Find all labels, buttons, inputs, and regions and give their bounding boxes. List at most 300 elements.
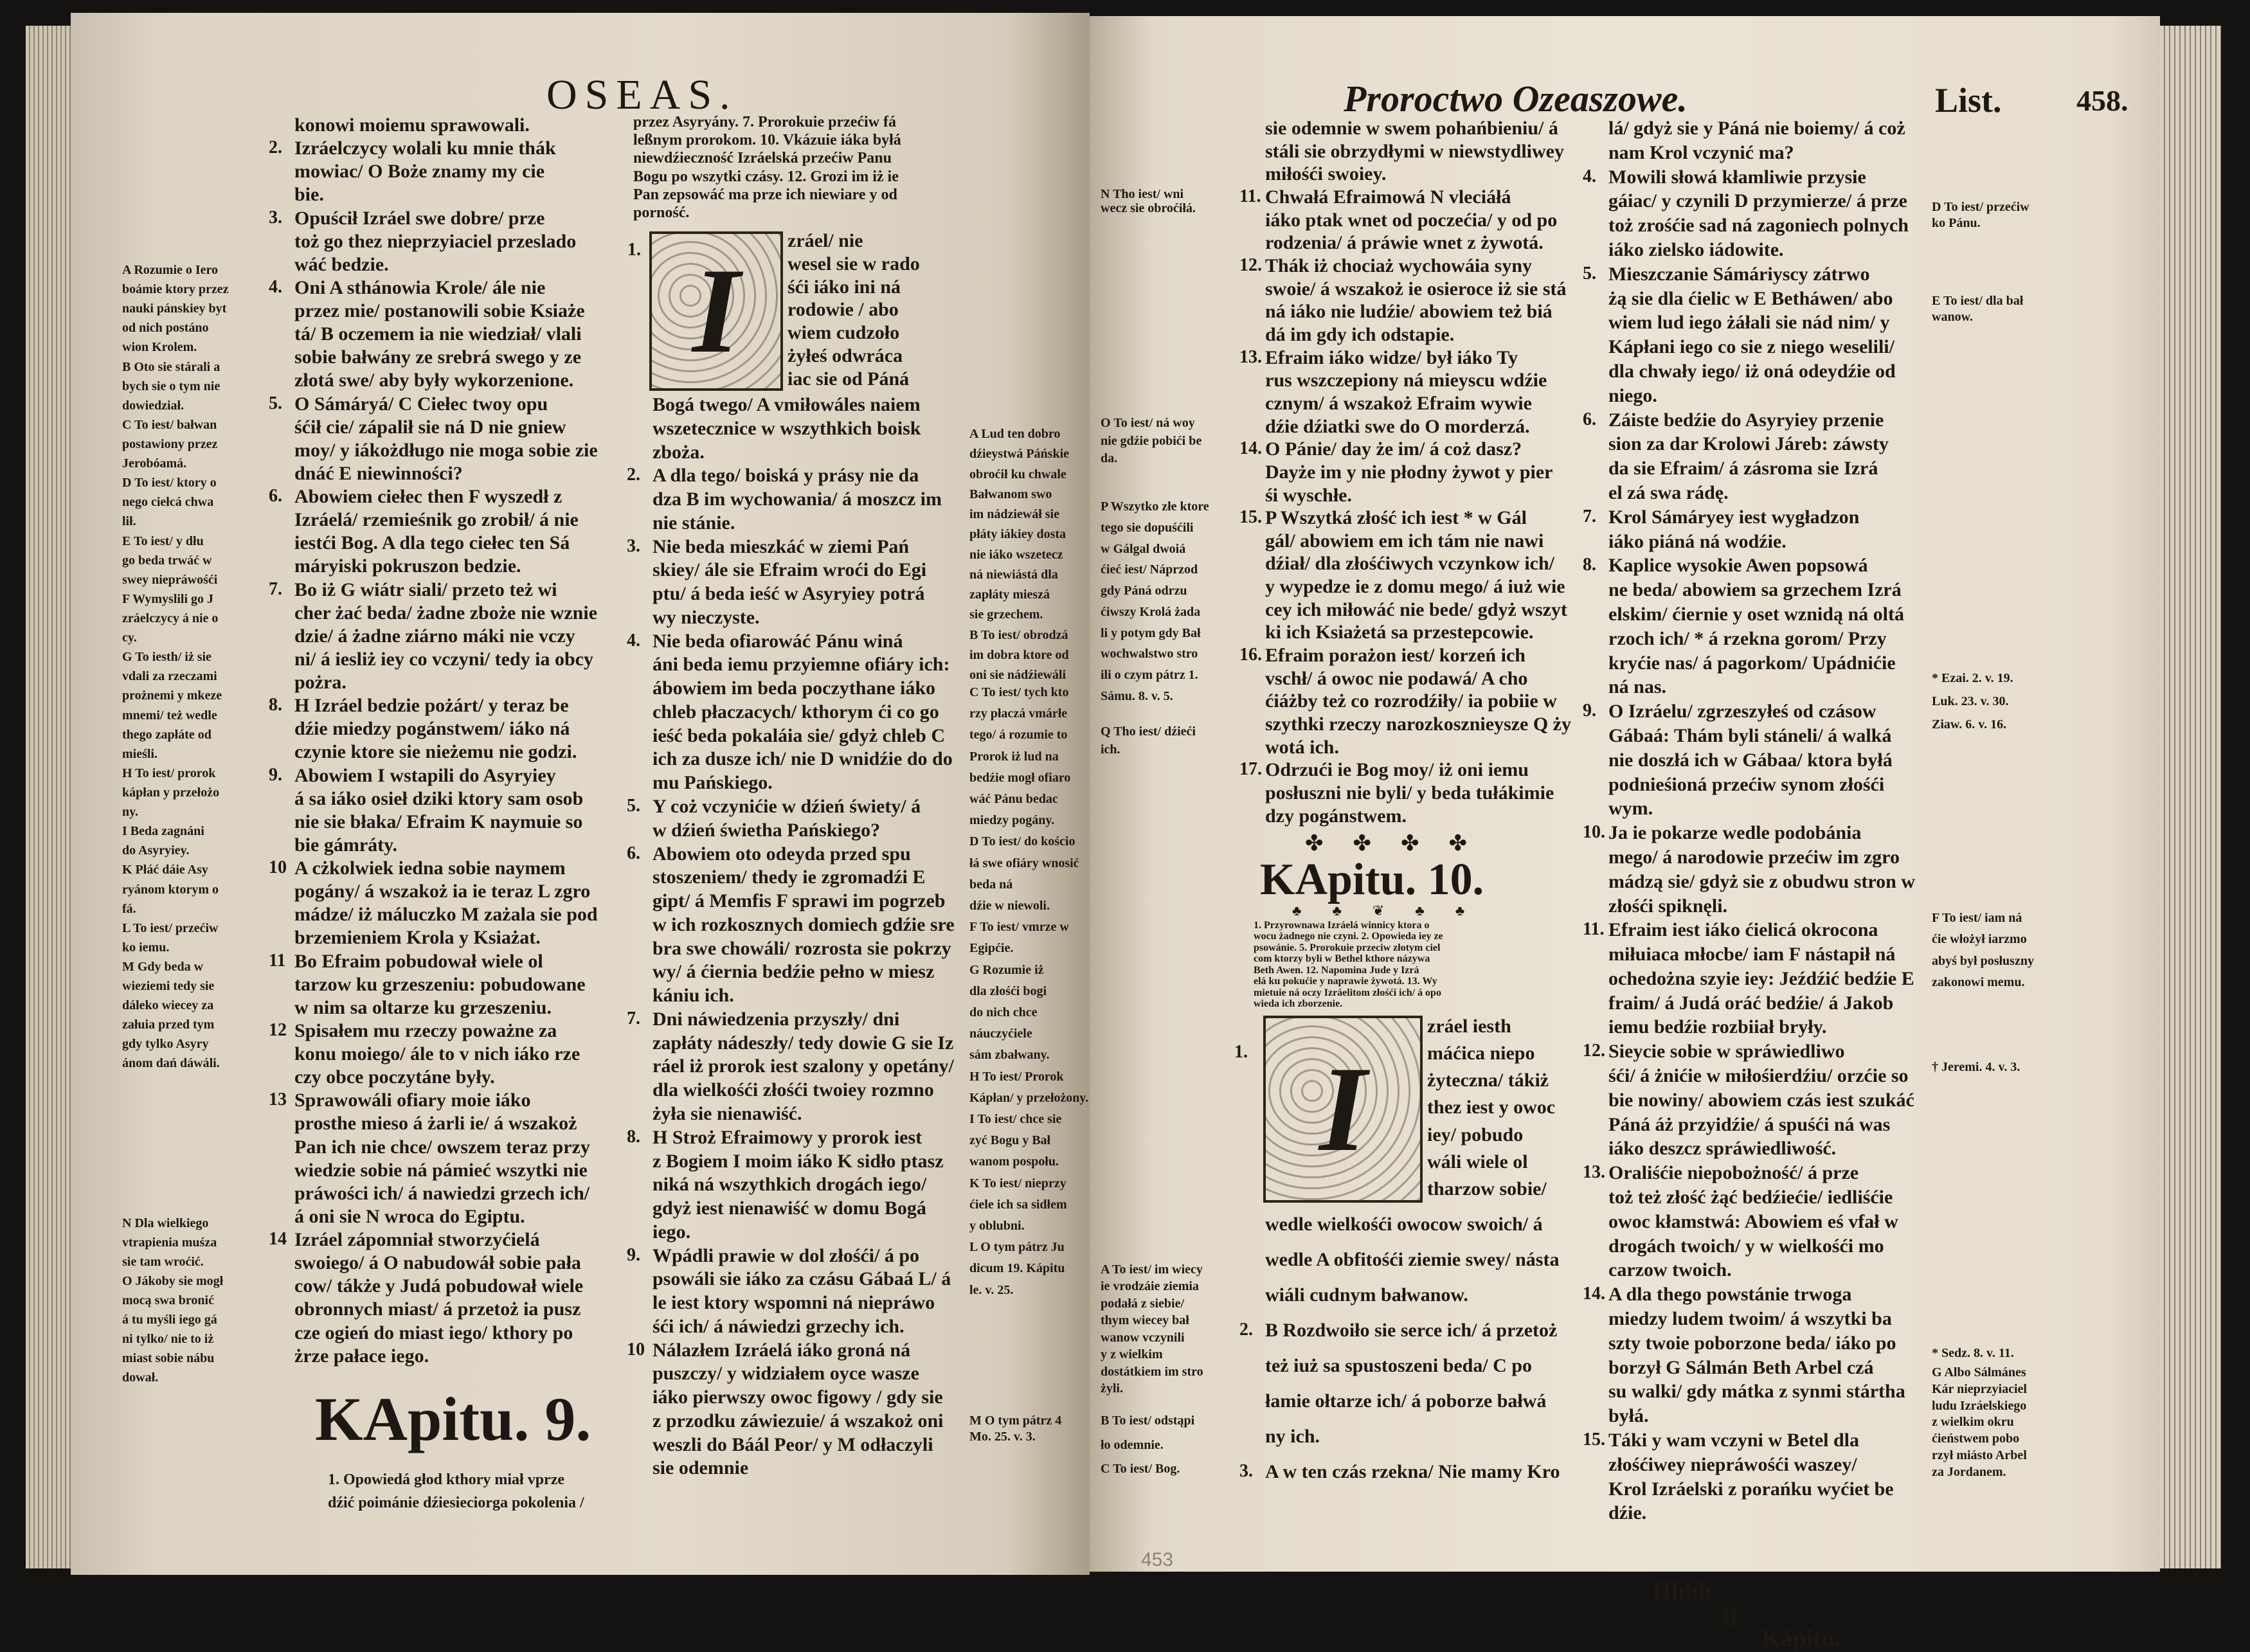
verse-number: 2. (627, 465, 640, 485)
text-line: tego/ á rozumie to (969, 728, 1068, 742)
verse-number: 9. (1583, 701, 1596, 721)
text-line: N Tho iest/ wni (1101, 187, 1184, 201)
text-line (627, 465, 964, 487)
text-line: com ktorzy byli w Bethel kthore názywa (1254, 953, 1430, 965)
verse-number: 13. (1583, 1162, 1605, 1183)
text-line: cy. (122, 631, 137, 645)
text-line: ćiele ich sa sidłem (969, 1197, 1067, 1212)
line-text: Sprawowáli ofiary moie iáko (294, 1090, 531, 1111)
text-line: Dayże im y nie płodny żywot y pier (1265, 461, 1553, 483)
text-line: bra swe chowáli/ rozrosta sie pokrzy (652, 937, 951, 959)
text-line: Luk. 23. v. 30. (1932, 694, 2009, 708)
text-line: bie nowiny/ abowiem czás iest szukáć (1608, 1089, 1914, 1111)
line-text: Odrzući ie Bog moy/ iż oni iemu (1265, 759, 1529, 781)
text-line: ptu/ á beda ieść w Asyryiey potrá (652, 583, 925, 605)
text-line: wieda ich zborzenie. (1254, 998, 1343, 1009)
text-line (269, 764, 616, 786)
text-line: mietuie ná oczy Izráelitom złośći ich/ á opo (1254, 987, 1441, 998)
text-line: A Lud ten dobro (969, 427, 1061, 441)
text-line: wocu żadnego nie czyni. 2. Opowieda iey ze (1254, 931, 1443, 942)
text-line (269, 579, 616, 600)
text-line: ćiáżby też co rozrodźiły/ ia pobiie w (1265, 690, 1557, 712)
text-line: iáko piáná ná wodźie. (1608, 530, 1787, 552)
text-line: ich. (1101, 742, 1120, 757)
line-text: Bo iż G wiátr siali/ przeto też wi (294, 579, 557, 600)
margin-notes-left-2 (122, 1217, 260, 1384)
text-line: posłuszni nie byli/ y beda tułákimie (1265, 782, 1554, 804)
text-line: go beda trwáć w (122, 553, 212, 568)
verse-number: 1. (1234, 1042, 1248, 1062)
margin-note-q (1101, 725, 1226, 756)
line-text: Abowiem ciełec then F wyszedł z (294, 486, 562, 507)
text-line: swey niepráwośći (122, 572, 218, 587)
text-line: śći ich/ á náwiedzi grzechy ich. (652, 1315, 905, 1337)
margin-note-e (1932, 294, 2125, 323)
text-line: ny. (122, 805, 139, 820)
text-line: dostátkiem im stro (1101, 1364, 1203, 1379)
text-line: szythki rzeczy narozkosznieysze Q ży (1265, 714, 1572, 735)
text-line: oni sie nádźiewáli (969, 668, 1066, 682)
text-line: Kápłan/ y przełożony. (969, 1090, 1089, 1105)
text-line: nam Krol vczynić ma? (1608, 141, 1794, 163)
text-line: chleb płaczacych/ kthorym ći co go (652, 701, 939, 723)
text-line: sobie bałwány ze srebrá swego y ze (294, 346, 582, 368)
verse-number: 11. (1583, 919, 1605, 940)
text-line: wiem cudzoło (788, 322, 900, 344)
text-line: wedle wielkośći owocow swoich/ á (1265, 1214, 1543, 1235)
text-line: zakonowi memu. (1932, 974, 2025, 989)
margin-note-g (1932, 1366, 2125, 1478)
text-line: 1. Opowiedá głod kthory miał vprze (328, 1471, 565, 1488)
text-line: mego/ á narodowie przećiw im zgro (1608, 846, 1900, 868)
text-line: prosthe mieso á żarli ie/ á wszakoż (294, 1113, 577, 1135)
text-line (1583, 1041, 1923, 1063)
verse-number: 3. (627, 535, 640, 556)
line-text: H Izráel bedzie pożárt/ y teraz be (294, 695, 569, 717)
left-column-a (269, 114, 616, 1367)
text-line: nauki pánskiey byt (122, 301, 227, 316)
verse-number: 6. (269, 486, 282, 506)
text-line: ich za dusze ich/ nie D wnidźie do do (652, 748, 953, 770)
line-text: A dla thego powstánie trwoga (1608, 1284, 1852, 1306)
text-line: ieść beda pokaláia sie/ gdyż chleb C (652, 724, 946, 746)
text-line: dla złośći bogi (969, 983, 1047, 998)
text-line: obronnych miast/ á przetoż ia pusz (294, 1298, 581, 1320)
text-line: ćieć iest/ Náprzod (1101, 562, 1198, 577)
text-line: wiedzie sobie ná pámieć wszytki nie (294, 1159, 588, 1181)
text-line: Pan zepsowáć ma prze ich niewiare y od (633, 186, 897, 203)
page-edges-left (26, 26, 72, 1568)
leaf-label: List. (1935, 81, 2002, 120)
text-line: cznym/ á wszakoż Efraim wywie (1265, 392, 1532, 414)
text-line: zboża. (652, 441, 705, 463)
verse-number: 9. (269, 764, 282, 785)
text-line: toż zrośćie sad ná zagoniech polnych (1608, 215, 1909, 237)
line-text: A w ten czás rzekna/ Nie mamy Kro (1265, 1461, 1560, 1482)
text-line: wym. (1608, 798, 1653, 820)
text-line (1239, 1320, 1574, 1341)
text-line: thez iest y owoc (1427, 1097, 1556, 1118)
line-text: Efraim iest iáko ćielicá okrocona (1608, 919, 1878, 941)
text-line: miłośći swoiey. (1265, 163, 1387, 185)
text-line: tá/ B oczemem ia nie wiedział/ vlali (294, 323, 582, 345)
left-column-b (627, 394, 964, 1479)
verse-number: 2. (269, 138, 282, 158)
text-line: dáleko wiecey za (122, 998, 214, 1013)
line-text: Izráel zápomniał stworzyćielá (294, 1229, 540, 1250)
text-line (1583, 555, 1923, 577)
text-line: im nádziewáł sie (969, 507, 1059, 521)
text-line (1583, 1162, 1923, 1184)
text-line: z Bogiem I moim iáko K sidło ptasz (652, 1150, 944, 1172)
ornamental-initial: I (1263, 1016, 1423, 1203)
text-line: pogány/ á wszakoż ia ie teraz L zgro (294, 881, 591, 902)
running-head-right: Proroctwo Ozeaszowe. (1344, 78, 1688, 120)
margin-note-dagger (1932, 1061, 2125, 1076)
text-line: le iest ktory wspomni ná niepráwo (652, 1292, 935, 1314)
line-text: Abowiem I wstapili do Asyryiey (294, 764, 556, 786)
text-line: toż go thez nieprzyiaciel przeslado (294, 230, 577, 252)
text-line: Sámu. 8. v. 5. (1101, 688, 1173, 703)
line-text: Táki y wam vczyni w Betel dla (1608, 1430, 1859, 1451)
text-line: vtrapienia muśza (122, 1235, 217, 1250)
text-line: ni/ á iesliż iey co vczyni/ tedy ia obcy (294, 648, 593, 670)
text-line: sie odemnie (652, 1457, 749, 1479)
text-line: z wielkim okru (1932, 1415, 2014, 1430)
line-text: Krol Sámáryey iest wygładzon (1608, 506, 1860, 528)
verse-number: 13 (269, 1090, 287, 1110)
text-line: sion za dar Krolowi Járeb: záwsty (1608, 433, 1889, 455)
text-line: Jerobóamá. (122, 456, 187, 471)
text-line: wy/ á ćiernia bedźie pełno w miesz (652, 961, 935, 983)
verse-number: 7. (627, 1008, 640, 1028)
text-line: byłá. (1608, 1405, 1649, 1427)
text-line: dował. (122, 1370, 159, 1385)
text-line: ie vrodzáie ziemia (1101, 1279, 1199, 1294)
line-text: A dla tego/ boiská y prásy nie da (652, 465, 919, 487)
text-line: ćie włożył iarzmo (1932, 932, 2027, 947)
text-line: tego sie dopuśćili (1101, 520, 1194, 535)
verse-number: 14 (269, 1229, 287, 1249)
text-line: miedzy ludem twoim/ á wszytki ba (1608, 1308, 1892, 1330)
text-line: śi wyschłe. (1265, 484, 1352, 506)
text-line: máćica niepo (1427, 1043, 1535, 1064)
text-line: G Albo Sálmánes (1932, 1365, 2026, 1379)
text-line: nie gdźie pobići be (1101, 433, 1202, 448)
text-line: rodzenia/ á práwie wnet z żywotá. (1265, 232, 1544, 254)
text-line: Bałwanom swo (969, 487, 1052, 501)
text-line: máryiski pokruszon bedzie. (294, 555, 521, 577)
text-line: przez Asyryány. 7. Prorokuie przećiw fá (633, 114, 897, 130)
text-line: miast sobie nábu (122, 1351, 215, 1365)
text-line: D To iest/ przećiw (1932, 200, 2030, 214)
text-line: dza B im wychowania/ á moszcz im (652, 489, 942, 510)
text-line: ko Pánu. (1932, 216, 1981, 230)
text-line: náuczyćiele (969, 1027, 1032, 1041)
text-line (269, 486, 616, 507)
text-line: * Sedz. 8. v. 11. (1932, 1346, 2014, 1360)
chapter-heading-9: KApitu. 9. (315, 1385, 591, 1453)
text-line: carzow twoich. (1608, 1259, 1732, 1281)
text-line: abyś był posłuszny (1932, 953, 2034, 968)
text-line: złośćiwey niepráwośći waszey/ (1608, 1453, 1857, 1475)
text-line: K Płáć dáie Asy (122, 863, 208, 877)
text-line: do Asyryiey. (122, 843, 190, 858)
text-line: nego ciełcá chwa (122, 495, 214, 510)
text-line: w nim sa oltarze ku grzeszeniu. (294, 996, 552, 1018)
text-line: Mo. 25. v. 3. (969, 1430, 1036, 1444)
text-line: elá ku pokućie y naprawie żywotá. 13. Wy (1254, 976, 1437, 987)
text-line: Q Tho iest/ dźieći (1101, 724, 1196, 739)
verse-number: 5. (269, 393, 282, 413)
text-line: iestći Bog. A dla tego ciełec ten Sá (294, 532, 570, 554)
text-line (269, 138, 616, 159)
text-line: Bogá twego/ A vmiłowáles naiem (652, 394, 921, 415)
catchword: Kápitu. (1761, 1625, 1841, 1652)
text-line: iac sie od Páná (788, 368, 910, 390)
text-line: su walki/ gdy mátka z synmi stártha (1608, 1381, 1905, 1403)
text-line: C To iest/ Bog. (1101, 1462, 1180, 1476)
text-line (1239, 438, 1574, 460)
text-line: swoiego/ á O nabudowáł sobie pała (294, 1252, 581, 1274)
text-line: płáty iákiey dosta (969, 527, 1066, 542)
line-text: Chwałá Efraimowá N vleciáłá (1265, 186, 1511, 208)
text-line (627, 630, 964, 652)
verse-number: 8. (627, 1126, 640, 1147)
text-line (1583, 822, 1923, 844)
text-line: toż też złość żąć bedźiećie/ iedliśćie (1608, 1187, 1893, 1208)
line-text: Nie beda mieszkáć w ziemi Pań (652, 535, 910, 557)
text-line: práwości ich/ á nawiedzi grzech ich/ (294, 1182, 590, 1204)
text-line (269, 207, 616, 229)
text-line (1239, 186, 1574, 208)
text-line: gdy tylko Asyry (122, 1037, 209, 1052)
text-line: á oni sie N wroca do Egiptu. (294, 1205, 525, 1227)
dropcap-lines (788, 231, 964, 389)
text-line: rzy płaczá vmárłe (969, 706, 1068, 721)
text-line (1239, 346, 1574, 368)
text-line: żą sie dla ćielic w E Betháwen/ abo (1608, 287, 1893, 309)
text-line: czy obce poczytáne były. (294, 1066, 495, 1088)
text-line: cow/ tákże y Judá pobudował wiele (294, 1275, 584, 1297)
line-text: O Pánie/ day że im/ á coż dasz? (1265, 438, 1522, 460)
text-line: za Jordanem. (1932, 1464, 2006, 1479)
ornament-row-bottom: ♣♣❦♣♣ (1292, 902, 1496, 919)
verse-number: 7. (269, 579, 282, 599)
text-line: żyteczna/ tákiż (1427, 1070, 1549, 1091)
signature-number: ij (1723, 1602, 1737, 1628)
verse-number: 5. (1583, 263, 1596, 283)
text-line: śćił cie/ zápalił sie ná D nie gniew (294, 416, 566, 438)
text-line: mieśli. (122, 746, 158, 761)
text-line: im dobra ktore od (969, 647, 1069, 662)
text-line: ćiwszy Krolá żada (1101, 604, 1201, 619)
text-line: H To iest/ prorok (122, 766, 216, 780)
text-line: M Gdy beda w (122, 959, 204, 974)
text-line: áni beda iemu przyiemne ofiáry ich: (652, 654, 950, 676)
text-line (627, 1008, 964, 1030)
line-text: Izráelczycy wolali ku mnie thák (294, 138, 556, 159)
right-column-2 (1583, 118, 1923, 1524)
text-line: fá. (122, 901, 136, 916)
text-line: C To iest/ tych kto (969, 685, 1069, 699)
ornamental-initial: I (649, 231, 783, 391)
text-line: G To iesth/ iż sie (122, 650, 212, 665)
text-line: D To iest/ ktory o (122, 476, 217, 490)
text-line: nie sie błaka/ Efraim K naymuie so (294, 811, 583, 832)
text-line (269, 857, 616, 879)
line-text: Efraim porażon iest/ korzeń ich (1265, 645, 1526, 667)
text-line: iemu bedźie rozbiiał bryły. (1608, 1016, 1827, 1038)
text-line: vdali za rzeczami (122, 669, 217, 684)
right-column-1-top (1239, 118, 1574, 827)
text-line: y oblubni. (969, 1219, 1025, 1234)
line-text: Mowili słowá kłamliwie przysie (1608, 166, 1866, 188)
margin-notes-left-page-right-1 (969, 427, 1088, 681)
text-line: zapłáty mieszá (969, 588, 1050, 602)
verse-number: 3. (1239, 1461, 1253, 1481)
text-line: A To iest/ im wiecy (1101, 1262, 1203, 1277)
text-line: dowiedział. (122, 398, 184, 413)
verse-number: 5. (627, 796, 640, 816)
text-line: z przodku záwiezuie/ á wszakoż oni (652, 1410, 944, 1432)
text-line: iáko pierwszy owoc figowy / gdy sie (652, 1387, 943, 1408)
chapter-10-summary (1254, 920, 1588, 1009)
text-line (627, 843, 964, 865)
text-line: miedzy pogány. (969, 813, 1055, 828)
text-line: psowáli sie iáko za czásu Gábaá L/ á (652, 1268, 951, 1290)
text-line: L To iest/ przećiw (122, 920, 219, 935)
text-line: li y potym gdy Bał (1101, 625, 1201, 640)
text-line: ny ich. (1265, 1426, 1320, 1447)
text-line: żyłeś odwráca (788, 345, 903, 367)
text-line: żyli. (1101, 1381, 1123, 1396)
text-line: gdyż iest nienawiść w domu Bogá (652, 1198, 926, 1219)
text-line: sie grzechem. (969, 607, 1043, 622)
verse-number: 10. (1583, 822, 1605, 843)
verse-number: 6. (1583, 409, 1596, 429)
text-line: obroćił ku chwale (969, 467, 1066, 481)
verse-number: 6. (627, 843, 640, 863)
text-line: żyła sie nienawiść. (652, 1102, 802, 1124)
text-line: konowi moiemu sprawowali. (294, 114, 530, 136)
text-line: wanow vczynili (1101, 1330, 1185, 1345)
text-line: el zá swa rádę. (1608, 481, 1729, 503)
text-line: dźie w niewoli. (969, 899, 1050, 913)
text-line: psowánie. 5. Prorokuie przeciw złotym ciel (1254, 942, 1441, 953)
dropcap-lines (1427, 1017, 1575, 1199)
text-line: też iuż sa spustoszeni beda/ C po (1265, 1355, 1533, 1376)
text-line: M O tym pátrz 4 (969, 1414, 1062, 1428)
text-line: brzemieniem Krola y Ksiażat. (294, 927, 541, 949)
text-line: borzył G Sálmán Beth Arbel czá (1608, 1356, 1874, 1378)
text-line: wanom pospołu. (969, 1154, 1059, 1169)
text-line: Páná áż przyidźie/ á spuśći ná was (1608, 1113, 1891, 1135)
text-line: nie stánie. (652, 512, 735, 534)
text-line: da sie Efraim/ á zásroma sie Izrá (1608, 458, 1878, 480)
text-line: ráel iż prorok iest szalony y opetány/ (652, 1055, 954, 1077)
text-line (627, 1126, 964, 1148)
line-text: Nálazłem Izráelá iáko groná ná (652, 1339, 911, 1361)
margin-note-d (1932, 201, 2125, 229)
text-line: Bogu po wszytki czásy. 12. Grozi im iż ie (633, 168, 899, 185)
text-line: iego. (652, 1221, 691, 1243)
text-line: * Ezai. 2. v. 19. (1932, 671, 2013, 685)
text-line: Krol Izráelski z porańku wyćiet be (1608, 1478, 1894, 1500)
verse-number: 10 (269, 857, 287, 877)
text-line: dzy pogánstwem. (1265, 805, 1407, 827)
text-line: niká ná wszythkich drogách iego/ (652, 1174, 927, 1196)
text-line: I Beda zagnáni (122, 824, 204, 839)
text-line: I To iest/ chce sie (969, 1112, 1062, 1127)
text-line: iey/ pobudo (1427, 1124, 1524, 1145)
text-line (269, 393, 616, 415)
line-text: P Wszytká złość ich iest * w Gál (1265, 507, 1527, 529)
text-line: cze ogień do miast iego/ kthory po (294, 1322, 573, 1343)
text-line: swoie/ á wszakoż ie osieroce iż sie stá (1265, 278, 1567, 300)
verse-number: 12. (1583, 1041, 1605, 1061)
text-line: iáko zielsko iádowite. (1608, 238, 1784, 260)
text-line: podnieśioná przećiw synom złośći (1608, 773, 1885, 795)
text-line: dla chwały iego/ iż oná odeydźie od (1608, 360, 1896, 382)
verse-number: 15. (1239, 507, 1262, 528)
text-line: B To iest/ obrodzá (969, 627, 1068, 642)
line-text: O Sámáryá/ C Ciełec twoy opu (294, 393, 548, 415)
margin-note-n (1101, 188, 1226, 215)
text-line (627, 796, 964, 818)
text-line: O Jákoby sie mogł (122, 1274, 224, 1288)
line-text: Abowiem oto odeyda przed spu (652, 843, 911, 865)
text-line: † Jeremi. 4. v. 3. (1932, 1060, 2021, 1074)
text-line: L O tym pátrz Ju (969, 1240, 1065, 1255)
text-line (1583, 506, 1923, 528)
text-line: G Rozumie iż (969, 962, 1044, 977)
text-line: zráelczycy á nie o (122, 611, 219, 625)
text-line (1239, 255, 1574, 276)
line-text: Bo Efraim pobudował wiele ol (294, 950, 543, 972)
text-line (1583, 263, 1923, 285)
verse-number: 11 (269, 950, 286, 971)
text-line: tharzow sobie/ (1427, 1178, 1547, 1199)
text-line: ná nas. (1608, 676, 1667, 698)
text-line: mu Pańskiego. (652, 772, 773, 794)
text-line: D To iest/ do kościo (969, 834, 1076, 849)
text-line (1239, 759, 1574, 781)
text-line: żrze pałace iego. (294, 1345, 429, 1367)
line-text: Záiste bedźie do Asyryiey przenie (1608, 409, 1884, 431)
text-line: vschł/ á owoc nie podawá/ A cho (1265, 667, 1528, 689)
text-line: czynie ktore sie nieżemu nie godzi. (294, 741, 577, 763)
text-line: kryćie nas/ á pagorkom/ Upádnićie (1608, 652, 1896, 674)
text-line: drogách twoich/ y w wielkośći mo (1608, 1235, 1884, 1257)
text-line (269, 695, 616, 717)
text-line: konu moiego/ ále to v nich iáko rze (294, 1043, 580, 1064)
margin-notes-left-page-right-3 (969, 1414, 1088, 1443)
text-line: wedle A obfitośći ziemie swey/ násta (1265, 1249, 1560, 1270)
text-line: cher żać beda/ żadne zboże nie wznie (294, 602, 598, 624)
text-line (269, 1229, 616, 1250)
text-line (1583, 166, 1923, 188)
right-column-1-bottom (1239, 1214, 1574, 1482)
text-line: mnemi/ też wedle (122, 708, 217, 723)
text-line: Egipćie. (969, 941, 1014, 956)
text-line: miłuiaca młocbe/ iam F nástapił ná (1608, 944, 1896, 965)
text-line: N Dla wielkiego (122, 1216, 209, 1230)
text-line: do nich chce (969, 1005, 1038, 1020)
text-line: Kár nieprzyiaciel (1932, 1381, 2027, 1396)
text-line: śći iáko ini ná (788, 276, 901, 298)
text-line: rzył miásto Arbel (1932, 1448, 2027, 1463)
